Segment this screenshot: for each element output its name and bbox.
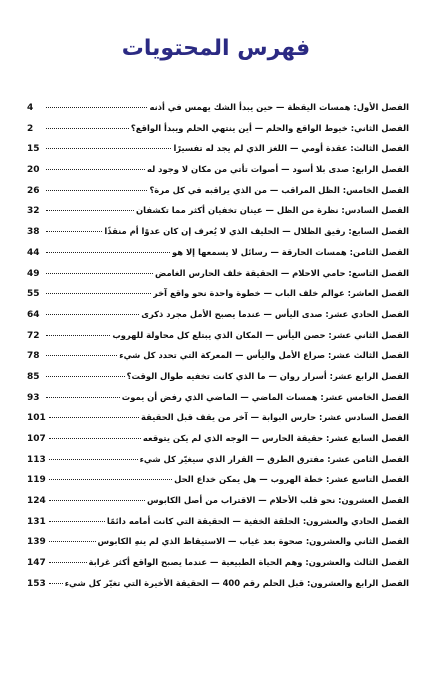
page-title: فهرس المحتويات [121, 36, 311, 61]
toc-entry-title: الفصل الثالث: عقدة أومي — اللغز الذي لم يجد له تفسيرًا [173, 143, 409, 154]
toc-entry[interactable] [27, 345, 409, 366]
toc-entry-page-number: 107 [27, 434, 46, 444]
toc-entry[interactable] [27, 325, 409, 346]
toc-entry-title: الفصل السادس: نظرة من الظل — عينان تخفيان أكثر مما تكشفان [136, 205, 409, 216]
dot-leader [49, 541, 96, 542]
dot-leader [46, 107, 147, 108]
toc-entry-page-number: 64 [27, 309, 40, 320]
toc-entry-title: الفصل السادس عشر: حارس البوابة — آخر من يقف قبل الحقيقة [141, 412, 409, 423]
toc-entry-title: الفصل العشرون: نحو قلب الأحلام — الاقتراب من أصل الكابوس [146, 495, 409, 506]
dot-leader [46, 335, 110, 336]
toc-entry[interactable] [27, 469, 409, 490]
dot-leader [46, 231, 102, 232]
toc-entry[interactable] [27, 449, 409, 470]
toc-entry-page-number: 55 [27, 289, 40, 300]
dot-leader [46, 314, 139, 315]
toc-entry-page-number: 85 [27, 371, 40, 382]
toc-entry-title: الفصل السابع عشر: حقيقة الحارس — الوجه الذي لم يكن يتوقعه [142, 433, 409, 443]
dot-leader [46, 252, 170, 253]
toc-entry-title: الفصل الثاني: خيوط الواقع والحلم — أين ينتهي الحلم ويبدأ الواقع؟ [130, 122, 409, 133]
toc-entry-page-number: 26 [27, 185, 40, 196]
dot-leader [49, 438, 141, 439]
toc-entry[interactable] [27, 304, 409, 325]
dot-leader [49, 417, 139, 418]
toc-entry-page-number: 32 [27, 206, 40, 217]
toc-entry[interactable] [27, 428, 409, 449]
dot-leader [46, 355, 117, 356]
toc-entry-page-number: 78 [27, 351, 40, 362]
toc-entry-page-number: 44 [27, 247, 40, 258]
toc-entry[interactable] [27, 511, 409, 532]
toc-entry-title: الفصل التاسع عشر: خطة الهروب — هل يمكن خداع الحل [174, 474, 409, 485]
toc-entry-title: الفصل الأول: همسات اليقظة — حين يبدأ الشك يهمس في أذنه [149, 102, 409, 112]
toc-entry-page-number: 20 [27, 165, 40, 176]
toc-entry-title: الفصل الثامن: همسات الحارقة — رسائل لا يسمعها إلا هو [171, 246, 409, 257]
dot-leader [49, 479, 172, 480]
toc-entry[interactable] [27, 407, 409, 428]
toc-entry-page-number: 49 [27, 268, 40, 279]
dot-leader [46, 190, 147, 191]
toc-entry-title: الفصل الرابع عشر: أسرار روان — ما الذي كانت تخفيه طوال الوقت؟ [126, 370, 409, 381]
dot-leader [49, 521, 105, 522]
toc-entry[interactable] [27, 200, 409, 221]
toc-entry[interactable] [27, 159, 409, 180]
toc-entry[interactable] [27, 180, 409, 201]
toc-entry-title: الفصل الثالث والعشرون: وهم الحياة الطبيعية — عندما يصبح الواقع أكثر غرابة [88, 557, 409, 568]
toc-entry-page-number: 153 [27, 578, 46, 589]
dot-leader [46, 169, 145, 170]
toc-entry-page-number: 38 [27, 227, 40, 238]
toc-entry[interactable] [27, 573, 409, 594]
toc-entry[interactable] [27, 221, 409, 242]
toc-entry-title: الفصل الحادي والعشرون: الحلقة الخفية — الحقيقة التي كانت أمامه دائمًا [106, 515, 409, 526]
toc-entry-page-number: 124 [27, 496, 46, 507]
toc-entry-page-number: 139 [27, 537, 46, 548]
toc-entry[interactable] [27, 118, 409, 139]
toc-entry-title: الفصل الخامس: الظل المراقب — من الذي يراقبه في كل مرة؟ [149, 184, 409, 195]
toc-entry[interactable] [27, 97, 409, 118]
toc-entry-title: الفصل الثامن عشر: مفترق الطرق — القرار الذي سيغيّر كل شيء [139, 453, 409, 464]
toc-entry-page-number: 113 [27, 454, 46, 465]
toc-entry-title: الفصل الثاني والعشرون: صحوة بعد غياب — الاستيقاظ الذي لم ينهِ الكابوس [97, 536, 409, 547]
dot-leader [49, 459, 138, 460]
toc-entry-title: الفصل الرابع: صدى بلا أسود — أصوات تأتي من مكان لا وجود له [147, 164, 409, 175]
dot-leader [46, 128, 129, 129]
toc-entry-page-number: 131 [27, 516, 46, 527]
toc-entry[interactable] [27, 387, 409, 408]
dot-leader [46, 148, 171, 149]
toc-entry[interactable] [27, 263, 409, 284]
dot-leader [46, 293, 151, 294]
toc-entry-page-number: 4 [27, 103, 34, 113]
toc-entry[interactable] [27, 366, 409, 387]
toc-entry-title: الفصل العاشر: عوالم خلف الباب — خطوة واحدة نحو واقع آخر [152, 288, 409, 299]
dot-leader [46, 210, 134, 211]
dot-leader [46, 376, 125, 377]
toc-entry-page-number: 101 [27, 413, 46, 424]
toc-entry[interactable] [27, 490, 409, 511]
toc-entry-title: الفصل التاسع: حامي الاحلام — الحقيقة خلف الحارس الغامض [155, 267, 409, 278]
dot-leader [46, 397, 120, 398]
table-of-contents [27, 97, 409, 594]
toc-entry[interactable] [27, 283, 409, 304]
toc-entry-page-number: 72 [27, 330, 40, 341]
toc-entry[interactable] [27, 138, 409, 159]
dot-leader [49, 583, 63, 584]
toc-entry-page-number: 93 [27, 392, 40, 403]
dot-leader [46, 273, 153, 274]
toc-entry-page-number: 119 [27, 475, 46, 486]
toc-entry-title: الفصل الحادي عشر: صدى اليأس — عندما يصبح الأمل مجرد ذكرى [141, 308, 409, 319]
toc-entry-title: الفصل الخامس عشر: همسات الماضي — الماضي الذي رفض أن يموت [121, 391, 409, 402]
dot-leader [49, 500, 145, 501]
toc-entry[interactable] [27, 531, 409, 552]
dot-leader [49, 562, 87, 563]
toc-entry[interactable] [27, 552, 409, 573]
toc-entry-title: الفصل الرابع والعشرون: قبل الحلم رقم 400 — الحقيقة الأخيرة التي تغيّر كل شيء [64, 577, 409, 588]
toc-entry-page-number: 147 [27, 558, 46, 569]
toc-entry-title: الفصل السابع: رفيق الظلال — الحليف الذي لا يُعرف إن كان عدوًا أم منقذًا [104, 226, 409, 237]
toc-entry-page-number: 2 [27, 123, 34, 134]
toc-entry[interactable] [27, 242, 409, 263]
toc-entry-title: الفصل الثاني عشر: حصن اليأس — المكان الذي يبتلع كل محاولة للهروب [112, 329, 409, 340]
toc-entry-page-number: 15 [27, 144, 40, 155]
toc-entry-title: الفصل الثالث عشر: صراع الأمل واليأس — المعركة التي تحدد كل شيء [119, 350, 409, 361]
